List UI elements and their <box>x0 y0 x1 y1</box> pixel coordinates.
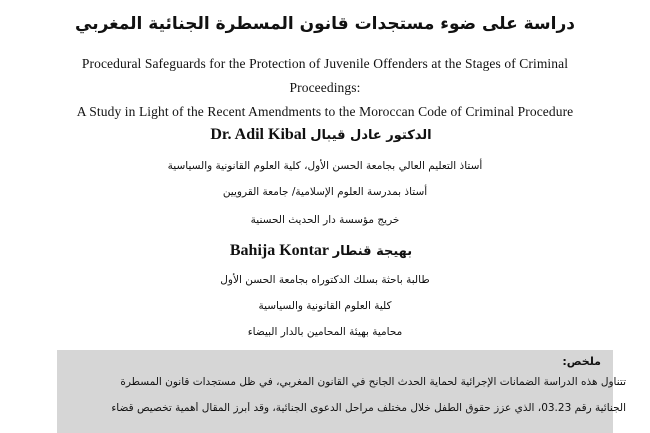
abstract-line-2: الجنائية رقم 03.23، الذي عزز حقوق الطفل خلال مختلف مراحل الدعوى الجنائية، وقد أبرز المقال أهمية تخصيص قضاء <box>111 402 626 414</box>
author-2-affiliation-2: كلية العلوم القانونية والسياسية <box>258 300 392 312</box>
arabic-title: دراسة على ضوء مستجدات قانون المسطرة الجنائية المغربي <box>75 14 575 34</box>
author-1-name-en: Dr. Adil Kibal <box>210 126 307 143</box>
english-title-line-3: A Study in Light of the Recent Amendments to the Moroccan Code of Criminal Procedure <box>76 104 574 119</box>
abstract-box <box>57 350 613 433</box>
author-1-affiliation-1: أستاذ التعليم العالي بجامعة الحسن الأول، كلية العلوم القانونية والسياسية <box>167 160 483 172</box>
author-2-name-en: Bahija Kontar <box>229 242 329 259</box>
author-1-line <box>0 126 650 144</box>
author-2-affiliation-3: محامية بهيئة المحامين بالدار البيضاء <box>247 326 403 338</box>
english-title-line-2: Proceedings: <box>289 80 361 95</box>
english-title-line-1: Procedural Safeguards for the Protection of Juvenile Offenders at the Stages of Criminal <box>81 56 569 71</box>
author-1-affiliation-2: أستاذ بمدرسة العلوم الإسلامية/ جامعة القرويين <box>222 186 428 198</box>
author-2-affiliation-1: طالبة باحثة بسلك الدكتوراه بجامعة الحسن الأول <box>220 274 430 286</box>
author-1-affiliation-3: خريج مؤسسة دار الحديث الحسنية <box>250 214 400 226</box>
author-2-name-ar: بهيجة قنطار <box>332 244 413 259</box>
abstract-label: ملخص: <box>562 355 601 368</box>
abstract-line-1: تتناول هذه الدراسة الضمانات الإجرائية لحماية الحدث الجانح في القانون المغربي، في ظل مستجدات قانون المسطرة <box>120 376 626 388</box>
author-2-line <box>0 242 650 260</box>
author-1-name-ar: الدكتور عادل قيبال <box>310 128 432 143</box>
